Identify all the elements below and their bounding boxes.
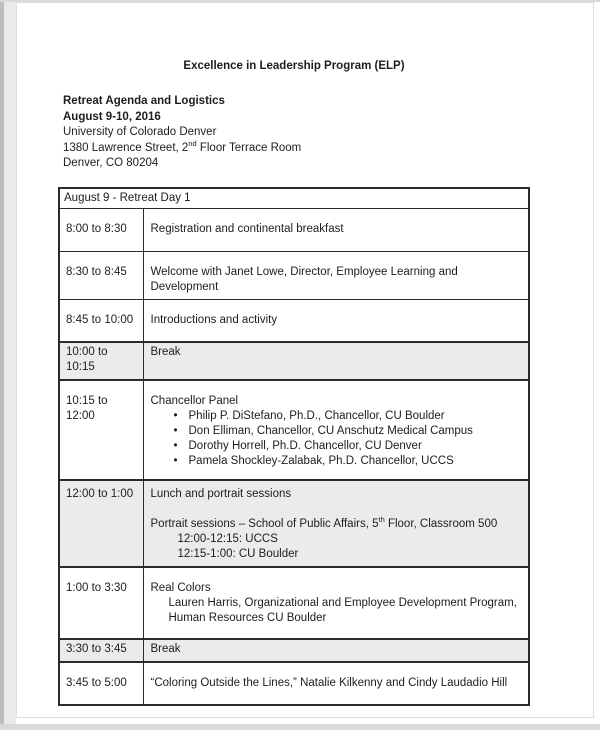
scan-left-edge — [0, 0, 4, 730]
address-post: Floor Terrace Room — [196, 141, 302, 154]
activity-title: Lunch and portrait sessions — [150, 488, 292, 500]
activity-cell: Introductions and activity — [143, 299, 529, 342]
portrait-slot: 12:00-12:15: UCCS — [177, 533, 278, 545]
document-page — [16, 2, 594, 718]
activity-title: Real Colors — [150, 582, 211, 594]
document-content — [58, 3, 530, 706]
meta-line-agenda: Retreat Agenda and Logistics — [63, 95, 225, 107]
address-pre: 1380 Lawrence Street, 2 — [63, 141, 189, 154]
time-cell: 1:00 to 3:30 — [59, 567, 143, 639]
agenda-row-real-colors — [59, 567, 529, 639]
activity-title: Chancellor Panel — [150, 395, 239, 407]
meta-line-address — [63, 138, 530, 157]
portrait-slot: 12:15-1:00: CU Boulder — [177, 548, 299, 560]
activity-cell: Welcome with Janet Lowe, Director, Employee Learning and Development — [143, 251, 529, 299]
portrait-superscript: th — [378, 515, 385, 525]
activity-cell — [143, 380, 529, 480]
agenda-row-introductions — [59, 299, 529, 342]
portrait-post: Floor, Classroom 500 — [384, 518, 498, 530]
page-title: Excellence in Leadership Program (ELP) — [183, 60, 405, 72]
meta-line-city: Denver, CO 80204 — [63, 157, 159, 169]
address-superscript: nd — [188, 138, 197, 148]
list-item — [151, 454, 523, 469]
activity-cell: “Coloring Outside the Lines,” Natalie Kilkenny and Cindy Laudadio Hill — [143, 662, 529, 705]
time-cell: 8:00 to 8:30 — [59, 208, 143, 251]
time-cell: 3:45 to 5:00 — [59, 662, 143, 705]
table-day-header-row — [59, 188, 529, 209]
blank-line — [151, 502, 523, 517]
activity-cell — [143, 480, 529, 567]
agenda-row-coloring — [59, 662, 529, 705]
agenda-row-lunch — [59, 480, 529, 567]
facilitator-line: Human Resources CU Boulder — [168, 612, 327, 624]
meta-line-dates: August 9-10, 2016 — [63, 110, 161, 123]
panelist-name: Dorothy Horrell, Ph.D. Chancellor, CU Denver — [188, 440, 422, 452]
facilitator-line: Lauren Harris, Organizational and Employee Development Program, — [168, 597, 517, 609]
agenda-row-registration — [59, 208, 529, 251]
time-cell: 12:00 to 1:00 — [59, 480, 143, 567]
panelist-name: Pamela Shockley-Zalabak, Ph.D. Chancellor, UCCS — [188, 455, 454, 467]
bullet-marker: • — [173, 425, 178, 437]
agenda-table — [58, 187, 530, 707]
time-cell: 8:30 to 8:45 — [59, 251, 143, 299]
agenda-row-chancellor-panel — [59, 380, 529, 480]
portrait-pre: Portrait sessions – School of Public Affairs, 5 — [150, 518, 379, 530]
bullet-marker: • — [173, 440, 178, 452]
time-cell: 3:30 to 3:45 — [59, 639, 143, 662]
activity-cell: Registration and continental breakfast — [143, 208, 529, 251]
bullet-marker: • — [173, 410, 178, 422]
agenda-row-break-2 — [59, 639, 529, 662]
list-item — [151, 409, 523, 424]
list-item — [151, 424, 523, 439]
list-item — [151, 439, 523, 454]
activity-cell: Break — [143, 342, 529, 380]
panelist-name: Philip P. DiStefano, Ph.D., Chancellor, CU Boulder — [188, 410, 445, 422]
activity-cell: Break — [143, 639, 529, 662]
time-cell: 10:15 to 12:00 — [59, 380, 143, 480]
time-cell: 8:45 to 10:00 — [59, 299, 143, 342]
meta-block — [63, 94, 530, 172]
agenda-row-break-1 — [59, 342, 529, 380]
time-cell: 10:00 to 10:15 — [59, 342, 143, 380]
scan-bottom-edge — [0, 724, 600, 730]
bullet-marker: • — [173, 455, 178, 467]
agenda-row-welcome — [59, 251, 529, 299]
day-header: August 9 - Retreat Day 1 — [59, 188, 529, 209]
meta-line-university: University of Colorado Denver — [63, 126, 217, 138]
portrait-sessions-line — [151, 517, 523, 532]
panelist-name: Don Elliman, Chancellor, CU Anschutz Medical Campus — [188, 425, 473, 437]
activity-cell — [143, 567, 529, 639]
